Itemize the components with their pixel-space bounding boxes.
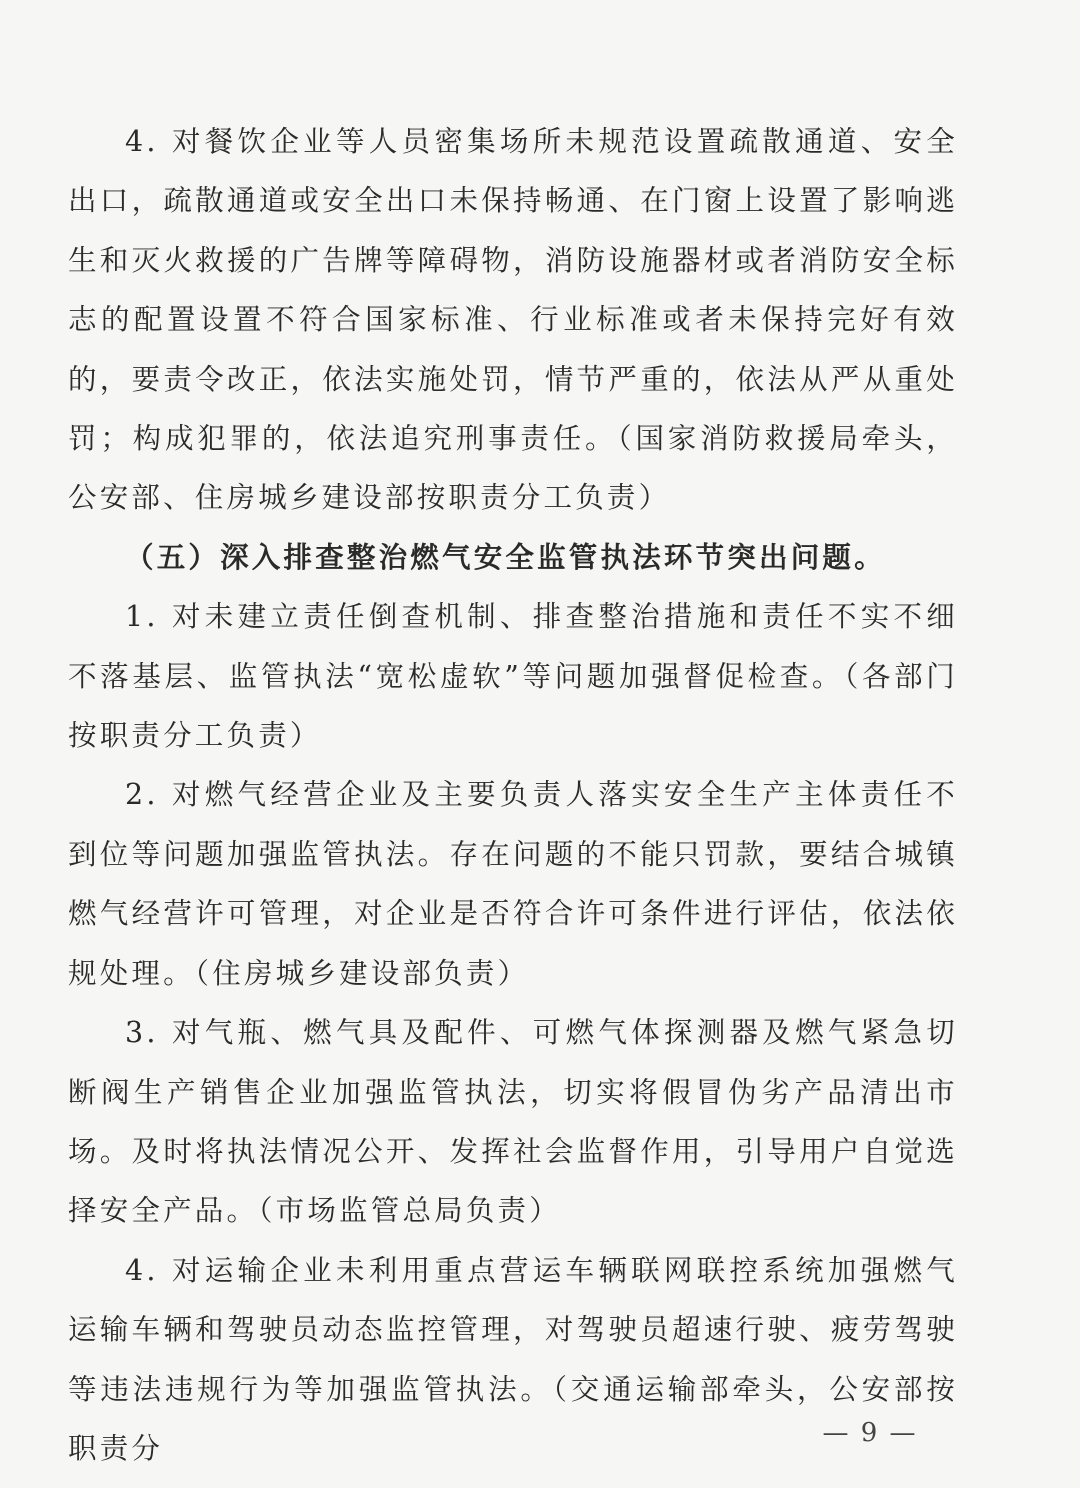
section-heading-gas-safety: （五）深入排查整治燃气安全监管执法环节突出问题。 [125, 539, 886, 574]
paragraph-item-1: 1. 对未建立责任倒查机制、排查整治措施和责任不实不细不落基层、监管执法“宽松虚软”等问题加强督促检查。（各部门按职责分工负责） [68, 600, 958, 753]
paragraph-item-4: 4. 对运输企业未利用重点营运车辆联网联控系统加强燃气运输车辆和驾驶员动态监控管理，对驾驶员超速行驶、疲劳驾驶等违法违规行为等加强监管执法。（交通运输部牵头，公安部按职责分 [68, 1253, 958, 1465]
paragraph-item-2: 2. 对燃气经营企业及主要负责人落实安全生产主体责任不到位等问题加强监管执法。存在问题的不能只罚款，要结合城镇燃气经营许可管理，对企业是否符合许可条件进行评估，依法依规处理。（住房城乡建设部负责） [68, 778, 958, 990]
document-body [68, 112, 958, 1478]
page-number: — 9 — [822, 1418, 918, 1448]
paragraph-item-3: 3. 对气瓶、燃气具及配件、可燃气体探测器及燃气紧急切断阀生产销售企业加强监管执法，切实将假冒伪劣产品清出市场。及时将执法情况公开、发挥社会监督作用，引导用户自觉选择安全产品。（市场监管总局负责） [68, 1016, 958, 1228]
paragraph-fire-safety: 4. 对餐饮企业等人员密集场所未规范设置疏散通道、安全出口，疏散通道或安全出口未保持畅通、在门窗上设置了影响逃生和灭火救援的广告牌等障碍物，消防设施器材或者消防安全标志的配置设置不符合国家标准、行业标准或者未保持完好有效的，要责令改正，依法实施处罚，情节严重的，依法从严从重处罚；构成犯罪的，依法追究刑事责任。（国家消防救援局牵头，公安部、住房城乡建设部按职责分工负责） [68, 125, 958, 515]
